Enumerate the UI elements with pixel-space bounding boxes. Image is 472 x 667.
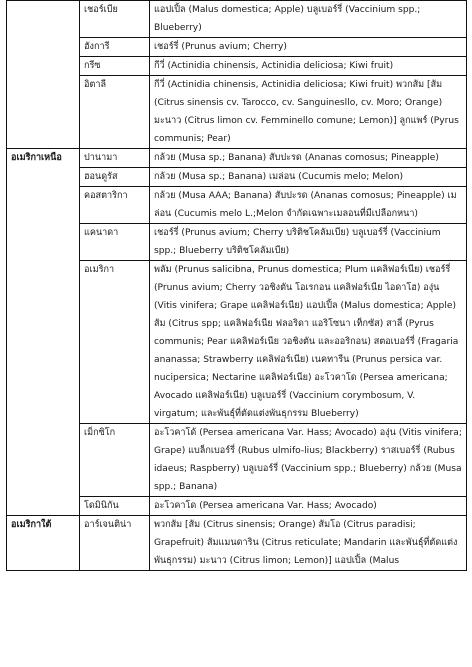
products-cell: เชอร์รี่ (Prunus avium; Cherry) [150, 38, 467, 57]
table-row [7, 149, 467, 168]
country-cell: อเมริกา [80, 261, 150, 424]
country-cell: คอสตาริกา [80, 187, 150, 224]
table-body [7, 1, 467, 571]
products-cell: กีวี่ (Actinidia chinensis, Actinidia deliciosa; Kiwi fruit) พวกส้ม [ส้ม (Citrus sinensis cv. Tarocco, cv. Sanguinesllo, cv. Moro; Orange) มะนาว (Citrus limon cv. Femminello comune; Lemon)] ลูกแพร์ (Pyrus communis; Pear) [150, 76, 467, 149]
country-cell: เชอร์เบีย [80, 1, 150, 38]
document-page [6, 0, 466, 571]
products-cell: กล้วย (Musa sp.; Banana) สับปะรด (Ananas comosus; Pineapple) [150, 149, 467, 168]
products-cell: พลัม (Prunus salicibna, Prunus domestica; Plum แคลิฟอร์เนีย) เชอร์รี่ (Prunus avium; Cherry วอชิงตัน โอเรกอน แคลิฟอร์เนีย ไอดาโฮ) องุ่น (Vitis vinifera; Grape แคลิฟอร์เนีย) แอปเปิ้ล (Malus domestica; Apple) ส้ม (Citrus spp; แคลิฟอร์เนีย ฟลอริดา แอริโซนา เท็กซัส) สาลี่ (Pyrus communis; Pear แคลิฟอร์เนีย วอชิงตัน และออริกอน) สตอเบอร์รี่ (Fragaria ananassa; Strawberry แคลิฟอร์เนีย) เนคทารีน (Prunus persica var. nucipersica; Nectarine แคลิฟอร์เนีย) อะโวคาโด (Persea americana; Avocado แคลิฟอร์เนีย) บลูเบอร์รี่ (Vaccinium corymbosum, V. virgatum; และพันธุ์ที่ตัดแต่งพันธุกรรม Blueberry) [150, 261, 467, 424]
products-cell: แอปเปิ้ล (Malus domestica; Apple) บลูเบอร์รี่ (Vaccinium spp.; Blueberry) [150, 1, 467, 38]
country-cell: ปานามา [80, 149, 150, 168]
products-cell: พวกส้ม [ส้ม (Citrus sinensis; Orange) ส้มโอ (Citrus paradisi; Grapefruit) ส้มแมนดาริน (Citrus reticulate; Mandarin และพันธุ์ที่ตัดแต่งพันธุกรรม) มะนาว (Citrus limon; Lemon)] แอปเปิ้ล (Malus [150, 516, 467, 571]
country-cell: อิตาลี [80, 76, 150, 149]
region-cell: อเมริกาเหนือ [7, 149, 80, 516]
table-row [7, 516, 467, 571]
country-cell: แคนาดา [80, 224, 150, 261]
country-cell: เม็กซิโก [80, 424, 150, 497]
products-cell: กีวี่ (Actinidia chinensis, Actinidia deliciosa; Kiwi fruit) [150, 57, 467, 76]
country-cell: กรีซ [80, 57, 150, 76]
products-cell: อะโวคาโด (Persea americana Var. Hass; Avocado) [150, 497, 467, 516]
products-cell: อะโวคาโด้ (Persea americana Var. Hass; Avocado) องุ่น (Vitis vinifera; Grape) แบล็กเบอร์รี่ (Rubus ulmifo-lius; Blackberry) ราสเบอร์รี่ (Rubus idaeus; Raspberry) บลูเบอร์รี่ (Vaccinium spp.; Blueberry) กล้วย (Musa spp.; Banana) [150, 424, 467, 497]
region-cell [7, 1, 80, 149]
table-row [7, 1, 467, 38]
products-cell: เชอร์รี่ (Prunus avium; Cherry บริติชโคลัมเบีย) บลูเบอร์รี่ (Vaccinium spp.; Blueberry บริติชโคลัมเบีย) [150, 224, 467, 261]
country-cell: ฮังการี [80, 38, 150, 57]
products-cell: กล้วย (Musa sp.; Banana) เมล่อน (Cucumis melo; Melon) [150, 168, 467, 187]
products-cell: กล้วย (Musa AAA; Banana) สับปะรด (Ananas comosus; Pineapple) เมล่อน (Cucumis melo L.;Melon จำกัดเฉพาะเมลอนที่มีเปลือกหนา) [150, 187, 467, 224]
import-fruit-table [6, 0, 467, 571]
country-cell: อาร์เจนติน่า [80, 516, 150, 571]
region-cell: อเมริกาใต้ [7, 516, 80, 571]
country-cell: ฮอนดูรัส [80, 168, 150, 187]
country-cell: โดมินิกัน [80, 497, 150, 516]
